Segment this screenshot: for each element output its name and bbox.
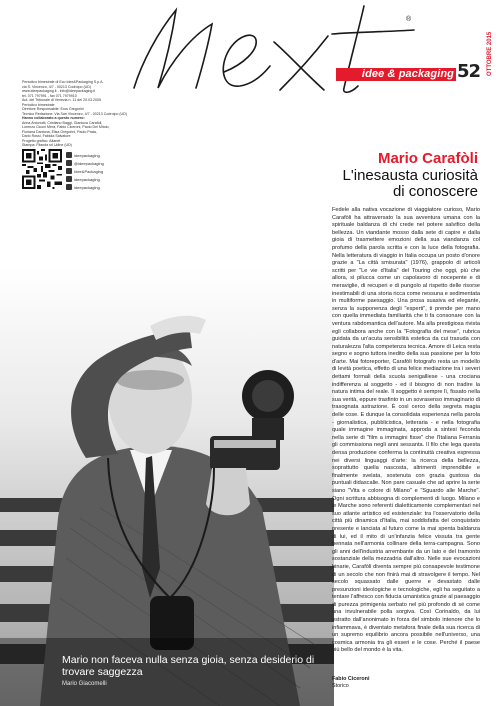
youtube-icon: [66, 176, 72, 182]
photo-quote-author: Mario Giacomelli: [62, 681, 107, 687]
article-signature: [332, 676, 369, 690]
qr-code-graphic: [22, 149, 62, 189]
colophon-line: via S. Vincenzo, 4/7 - 00213 Codroipo (UD): [22, 84, 92, 89]
colophon: [22, 80, 128, 148]
article-author-heading: Mario Carafòli: [377, 150, 478, 167]
social-label: ideepackaging: [74, 152, 100, 158]
colophon-line: Dario Rossi, Fabiola Salvatore: [22, 134, 71, 138]
signature-name: Fabio Ciceroni: [332, 676, 370, 682]
colophon-line: Tecnico Redazione: Via San Vincenzo, 4/7 - 00213 Codroipo (UD): [22, 111, 127, 116]
colophon-line: Periodico bimestrale: [22, 102, 55, 107]
social-label: @ideepackaging: [74, 160, 104, 166]
facebook-icon: [66, 152, 72, 158]
article-body: [332, 207, 480, 655]
social-label: Idee&Packaging: [74, 168, 104, 174]
colophon-line: tel. 071 797991 - fax 071 7979910: [22, 93, 77, 98]
social-link-linkedin[interactable]: [66, 167, 128, 175]
colophon-line: www.ideepackaging.it - info@ideepackaging.it: [22, 89, 96, 93]
colophon-line: Hanno collaborato a questo numero:: [22, 116, 85, 120]
article-paragraph: Fedele alla nativa vocazione di viaggiatore curioso, Mario Carafòli ha attraversato la sua avventura umana con la spirituale baldanza di chi crede nel potere salvifico della bellezza. Un viandante mosso dalla sete di capire e dalla gioia di trasmettere emozioni della sua viandanza col profumo della parola scritta e con la luce della fotografia. Nella letteratura di viaggio in Italia occupa un posto d'onore grazie a "La città smisurata" (1976), grappolo di articoli scritti per "Le vie d'Italia" del Touring che oggi, più che allora, si piluccа come un capolavoro di nocepente e di meraviglie, di recuperi e di pungolo al rispetto delle risorse inestimabili di una storia ricca come nessuna e sedimentata in multiforme paesaggio. Una prosa suasiva ed elegante, senza la supponenza degli "esperti", ti prende per mano con quella immediata familiarità che ti fa consonare con la ventura rabdomantica dell'autore. Ma alla prestigiosa rivista egli collabora anche con la "Fotografia del mese", rubrica guidata da un'acuta sensibilità estetica da cui trasuda con naturalezza l'alta competenza tecnica. Amore di Leica resta segno e sogno tuttora inedito della sua passione per la foto d'arte. Mai fotoreporter, Carafòli fotografo resta un modello di levità poetica, effetto di una felice mediazione tra i severi dettami formali della scuola senigalliese - una crocianа indifferenza al soggetto - ed il bisogno di non tradire la natura intima del reale. Il soggetto è sempre lì, fissato nella sua verità, eppure trasfinto in un sovrasenso immaginario di trasognata astrazione. È così cerco della segreta magia delle cose. E dunque la consolidata esperienza nella parola - giornalistica, pubblicistica, letteraria - e nella fotografia quale immagine immaginata, approda a sintesi feconda nella serie di "film a immagini fisse" che l'Italiana Ferrania gli commissiona negli anni sessanta. Il filo che lega questa densa produzione conferma la continuità creativa espressa nei diversi linguaggi d'arte: la ricerca della bellezza, soprattutto quella nascosta, altrimenti imprendibile e finalmente svelata, sostenuta con grazia gustosa da puntuali didascalie. Non pare casuale che ad aprire la serie siano "Vita e colore di Milano" e "Sguardo alle Marche". Ogni scrittura abbisogna di complementi di luogo. Milano e le Marche sono referenti dialetticamente complementari nel suo atlante artistico ed esistenziale: tra l'osservatorio della città più dinamica d'Italia, mai soddisfatta del conquistato presente e lanciata al futuro come la mai spenta baldanza di lui, ed il mito di un'infanzia felice vissuta tra gente bennata nell'armonia collinare della terra-campagna. Sono gli anni dell'industria arrembante da un lato e del tramonto sostanziale della mezzadria dall'altro. Nelle sue evocazioni binarie, Carafòli diventa sempre più consapevole testimone di un secolo che non finirà mai di stravolgere il tempo. Nel secolo squassato dalle guerre e devastato dalle presunzioni ideologiche e tecnologiche, egli ha seguitato a tentare l'affresco con fiduciа umanistica grazie al paesaggio di purezza primigenia serbato nel più profondo di sé come una invulnerabile polla sorgiva. Così Corinaldo, da lui estratto dall'anonimato in forza del simbolo intenore che lo infiammava, è diventato metafora finale della sua ricerca di un supremo equilibrio ancora possibile nell'universo, una cosmica armonia tra gli esseri e le cose. Perché il paese più bello del mondo è la vita.: [332, 207, 480, 654]
portrait-photo: [0, 268, 334, 706]
portrait-illustration: [0, 268, 334, 706]
social-label: ideepackaging: [74, 184, 100, 190]
colophon-line: Aut. del Tribunale di Venezia n. 11 del 20.03.2005: [22, 98, 102, 102]
issue-date: [487, 18, 497, 78]
colophon-line: Periodico bimestrale di Eco Idee&Packaging S.p.A.: [22, 80, 104, 84]
colophon-line: Floriana Dantona, Elisa Gregorini, Paolo Prata,: [22, 129, 97, 134]
social-link-youtube[interactable]: [66, 175, 128, 183]
section-bar: [336, 68, 456, 81]
colophon-line: Anna Antonutti, Cristiano Baggi, Gianluca Carafòli,: [22, 120, 103, 125]
issue-date-label: OTTOBRE 2015: [487, 31, 493, 76]
signature-role: Storico: [332, 683, 349, 689]
colophon-line: Progetto grafico: Altanet: [22, 138, 61, 143]
linkedin-icon: [66, 168, 72, 174]
qr-code-icon[interactable]: [22, 149, 62, 189]
issue-number: 52: [457, 61, 481, 82]
pinterest-icon: [66, 184, 72, 190]
social-label: ideepackaging: [74, 176, 100, 182]
social-link-pinterest[interactable]: [66, 183, 128, 191]
colophon-line: Direttore Responsabile: Eros Gregorini: [22, 107, 84, 111]
section-label: idee & packaging: [361, 68, 454, 80]
twitter-icon: [66, 160, 72, 166]
registered-mark: ®: [406, 16, 412, 23]
colophon-line: Lorenzo Ciconi Mera, Fabio Ciceroni, Paolo Del Mitolo,: [22, 125, 110, 129]
social-links: [66, 151, 128, 191]
social-link-twitter[interactable]: [66, 159, 128, 167]
article-title-line2: di conoscere: [392, 183, 478, 200]
article-title-line1: L'inesausta curiosità: [342, 167, 478, 184]
colophon-line: Stampa: Filanda srl Udine (UD): [22, 143, 72, 147]
photo-quote: Mario non faceva nulla senza gioia, senza desiderio di trovare saggezza: [62, 654, 315, 678]
social-link-facebook[interactable]: [66, 151, 128, 159]
